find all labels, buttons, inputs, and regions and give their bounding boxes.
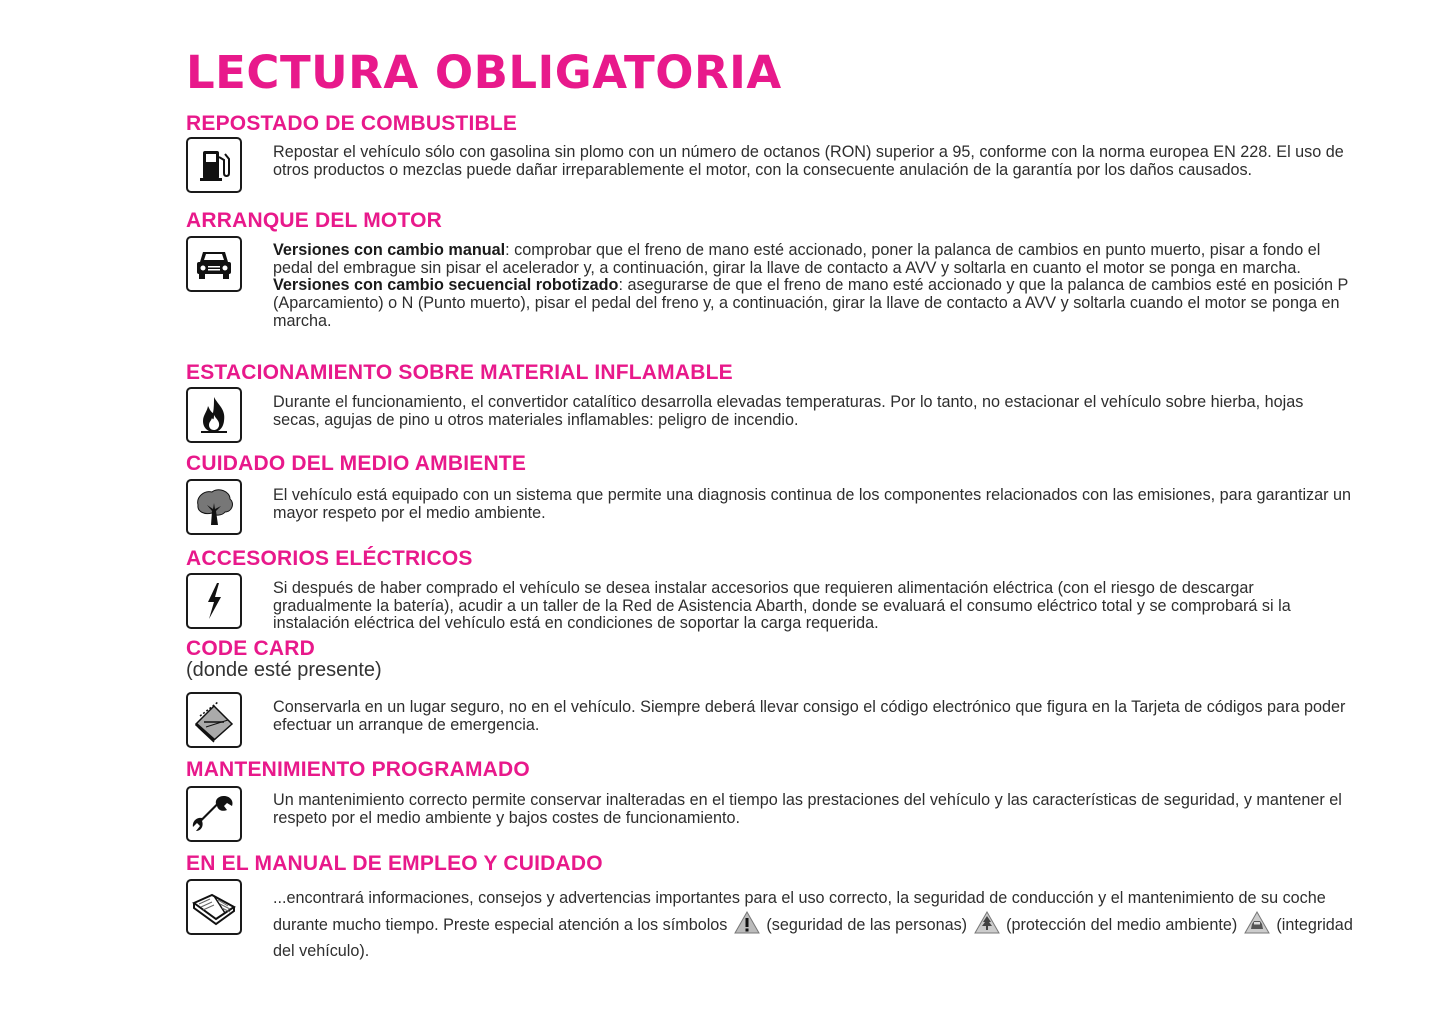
section-text-engine-start xyxy=(273,242,1353,331)
section-text-flammable: Durante el funcionamiento, el convertidor catalítico desarrolla elevadas temperaturas. Por lo tanto, no estacionar el vehículo sobre hierba, hojas secas, agujas de pino u otros materiales inflamables: peligro de incendio. xyxy=(273,393,1304,429)
manual-version-label: Versiones con cambio manual xyxy=(273,241,506,259)
open-book-icon xyxy=(186,879,242,935)
tree-icon xyxy=(186,479,242,535)
section-heading-manual: EN EL MANUAL DE EMPLEO Y CUIDADO xyxy=(186,852,603,875)
section-text-environment: El vehículo está equipado con un sistema que permite una diagnosis continua de los componentes relacionados con las emisiones, para garantizar un mayor respeto por el medio ambiente. xyxy=(273,486,1352,522)
manual-text-persons: (seguridad de las personas) xyxy=(766,916,968,934)
lightning-icon xyxy=(186,573,242,629)
manual-text-vehicle: (integridad del vehículo). xyxy=(273,916,1353,960)
manual-version-text: : comprobar que el freno de mano esté accionado, poner la palanca de cambios en punto muerto, pisar a fondo el pedal del embrague sin pisar el acelerador y, a continuación, girar la llave de contacto a AVV y soltarla en cuanto el motor se ponga en marcha. xyxy=(273,241,1321,277)
section-heading-electrical: ACCESORIOS ELÉCTRICOS xyxy=(186,547,473,570)
car-front-icon xyxy=(186,236,242,292)
fuel-pump-icon xyxy=(186,137,242,193)
robotized-version-label: Versiones con cambio secuencial robotizado xyxy=(273,276,619,295)
section-heading-maintenance: MANTENIMIENTO PROGRAMADO xyxy=(186,758,530,781)
page-title: LECTURA OBLIGATORIA xyxy=(186,46,782,99)
manual-text-environment: (protección del medio ambiente) xyxy=(1006,916,1238,934)
section-text-electrical: Si después de haber comprado el vehículo se desea instalar accesorios que requieren alimentación eléctrica (con el riesgo de descargar gradualmente la batería), acudir a un taller de la Red de Asistencia Abarth, donde se evaluará el consumo eléctrico total y se comprobará si la instalación eléctrica del vehículo está en condiciones de soportar la carga requerida. xyxy=(273,579,1291,633)
section-text-manual xyxy=(273,885,1353,964)
section-heading-engine-start: ARRANQUE DEL MOTOR xyxy=(186,209,442,232)
section-heading-fuel: REPOSTADO DE COMBUSTIBLE xyxy=(186,112,518,135)
section-text-maintenance: Un mantenimiento correcto permite conservar inalteradas en el tiempo las prestaciones del vehículo y las características de seguridad, y mantener el respeto por el medio ambiente y bajos costes de funcionamiento. xyxy=(273,791,1342,827)
vehicle-integrity-icon xyxy=(1244,911,1270,935)
code-card-icon xyxy=(186,692,242,748)
warning-person-icon xyxy=(734,911,760,935)
section-text-code-card: Conservarla en un lugar seguro, no en el vehículo. Siempre deberá llevar consigo el código electrónico que figura en la Tarjeta de códigos para poder efectuar un arranque de emergencia. xyxy=(273,698,1346,734)
flame-icon xyxy=(186,387,242,443)
section-heading-code-card: CODE CARD xyxy=(186,637,315,660)
manual-text-intro: ...encontrará informaciones, consejos y advertencias importantes para el uso correcto, la seguridad de conducción y el mantenimiento de su coche durante mucho tiempo. Preste especial atención a los símbolos xyxy=(273,889,1326,934)
section-subheading-code-card: (donde esté presente) xyxy=(186,659,382,681)
robotized-version-text: : asegurarse de que el freno de mano esté accionado y que la palanca de cambios esté en posición P (Aparcamiento) o N (Punto muerto), pisar el pedal del freno y, a continuación, girar la llave de contacto a AVV y soltarla cuando el motor se ponga en marcha. xyxy=(273,276,1348,330)
section-heading-flammable: ESTACIONAMIENTO SOBRE MATERIAL INFLAMABLE xyxy=(186,361,733,384)
environment-tree-icon xyxy=(974,911,1000,935)
section-text-fuel: Repostar el vehículo sólo con gasolina sin plomo con un número de octanos (RON) superior a 95, conforme con la norma europea EN 228. El uso de otros productos o mezclas puede dañar irreparablemente el motor, con la consecuente anulación de la garantía por los daños causados. xyxy=(273,143,1344,179)
section-heading-environment: CUIDADO DEL MEDIO AMBIENTE xyxy=(186,452,527,475)
wrench-icon xyxy=(186,786,242,842)
